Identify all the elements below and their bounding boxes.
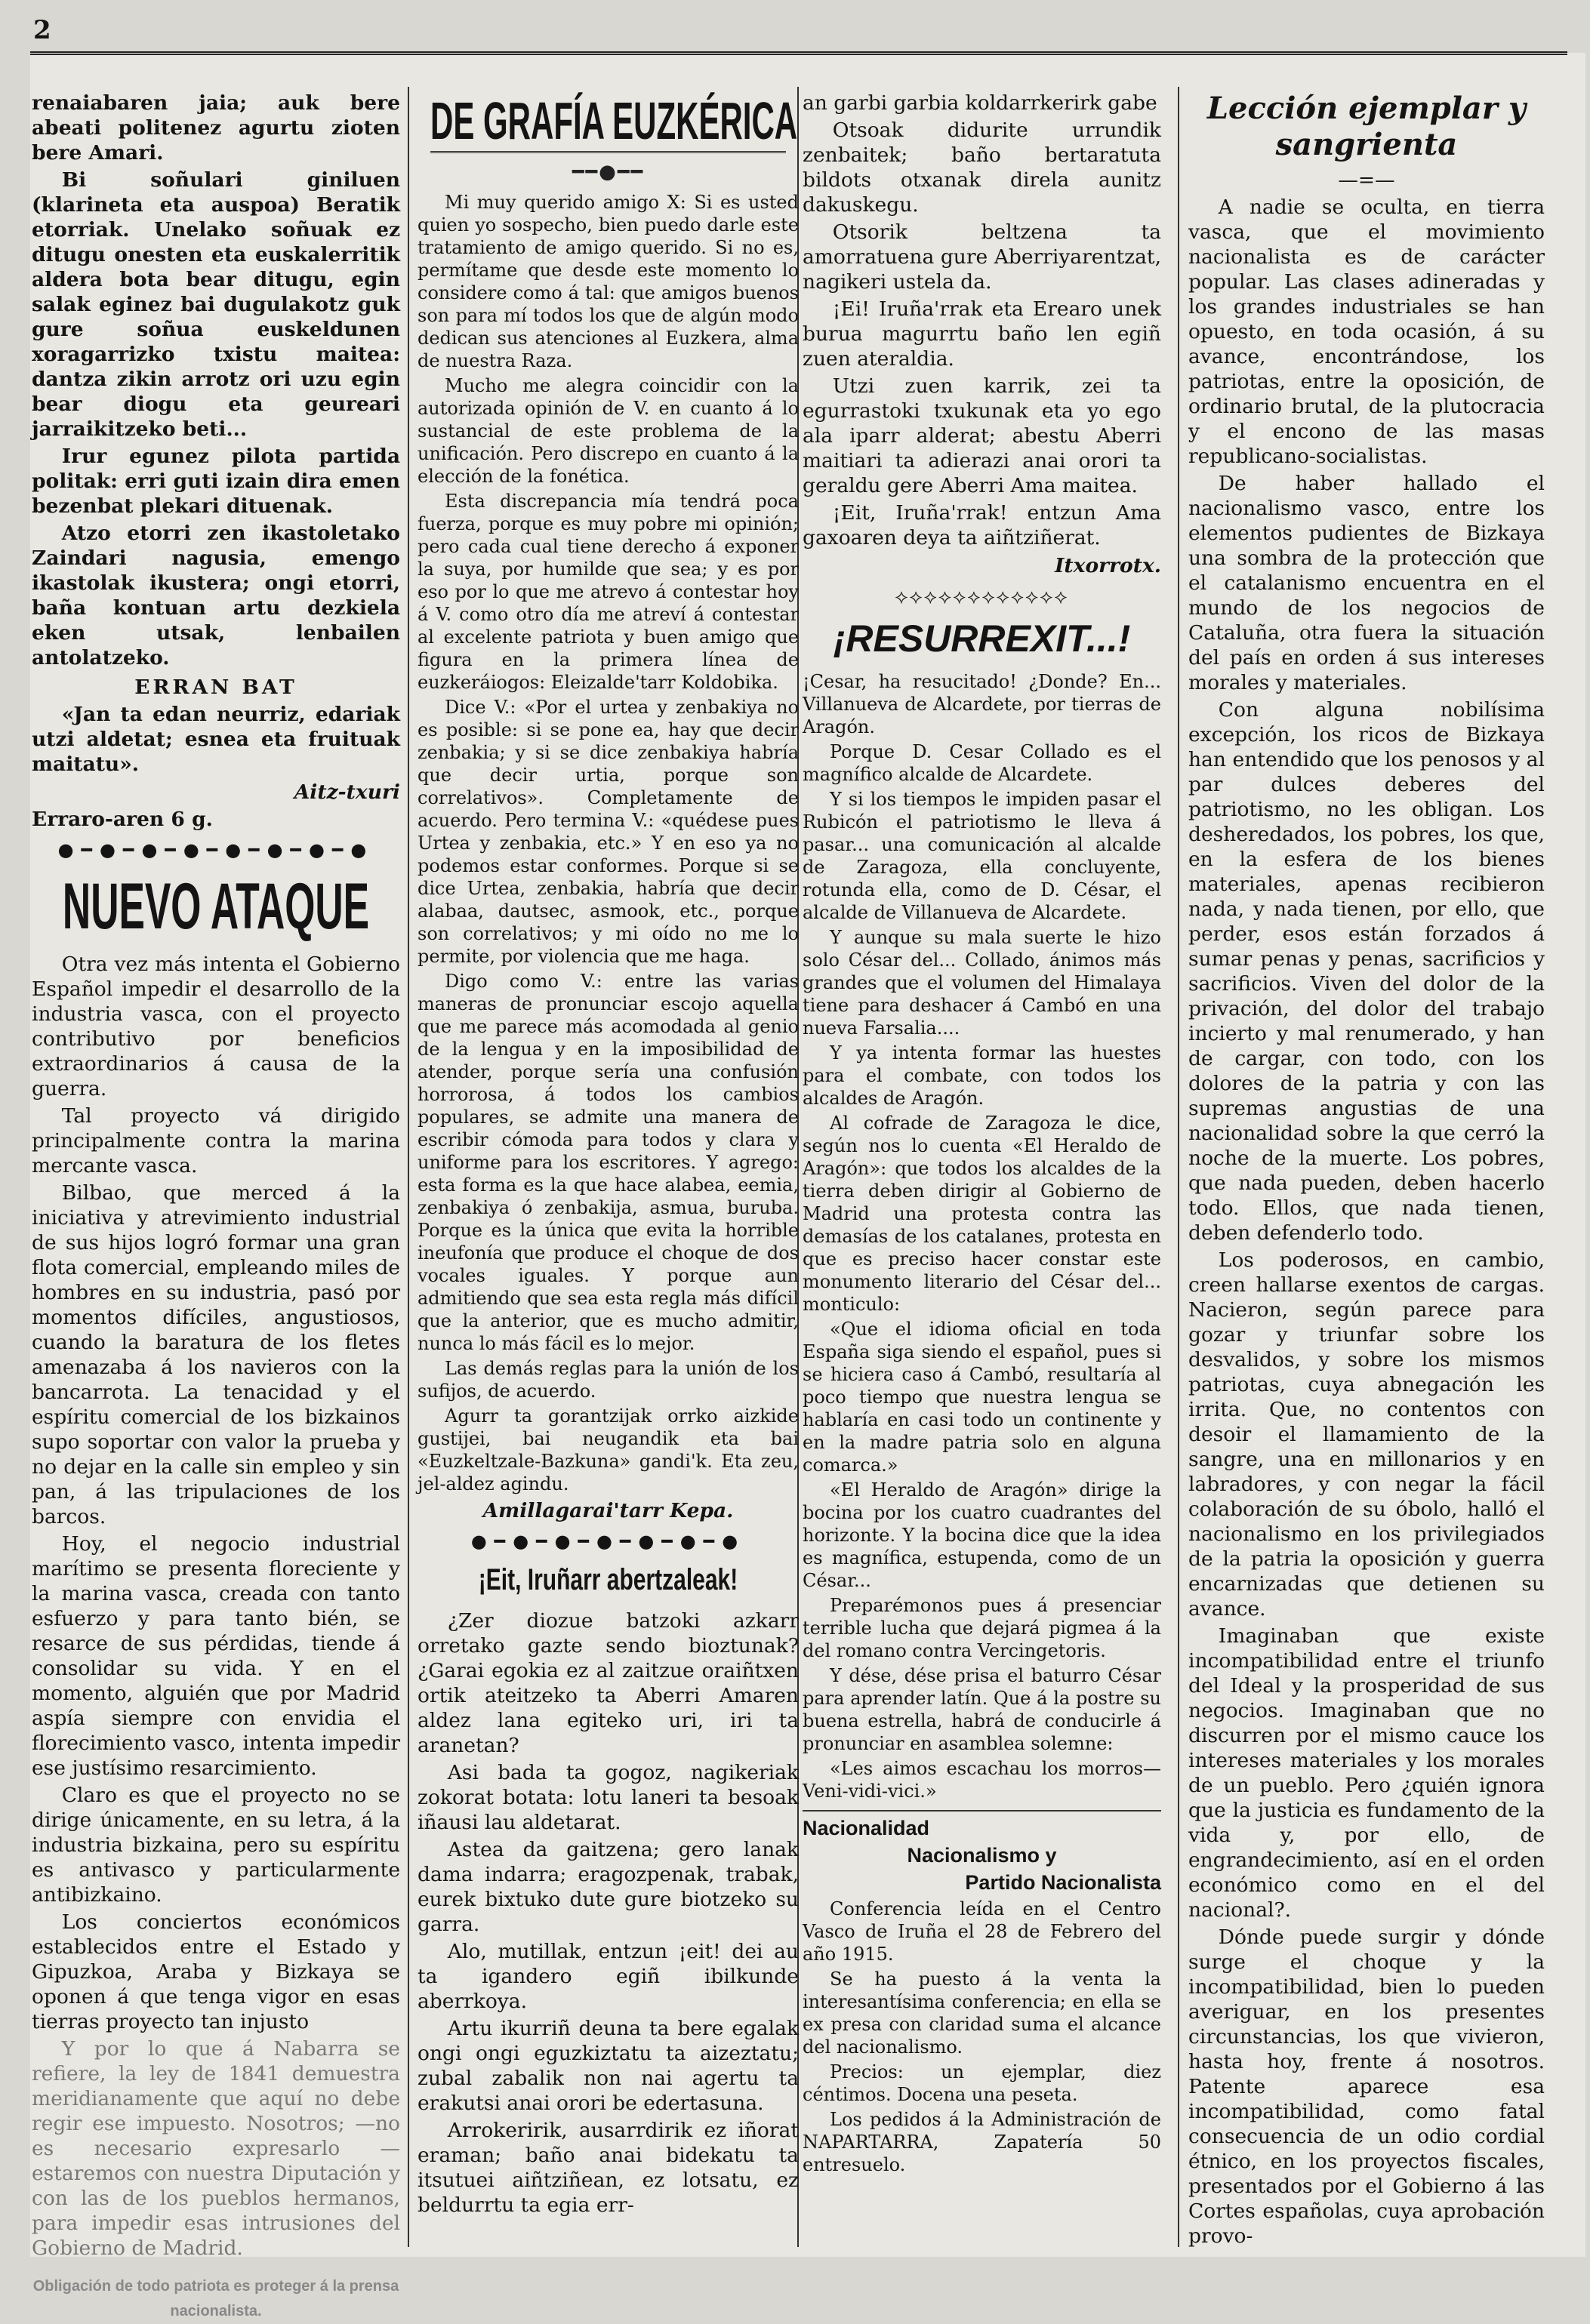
page-number: 2 bbox=[33, 15, 51, 45]
eit-para: Artu ikurriñ deuna ta bere egalak ongi ongi eguzkiztatu ta aizeztatu; zubal zabalik non nai agertu ta erakutsi anai orori be edertasuna. bbox=[418, 2017, 799, 2115]
resurrexit-para: Porque D. Cesar Collado es el magnífico alcalde de Alcardete. bbox=[803, 741, 1161, 785]
leccion-para: Dónde puede surgir y dónde surge el choque y la incompatibilidad, bien lo pueden averiguar, en los presentes circunstancias, los que vivieron, hasta hoy, frente á nosotros. Patente aparece esa incompatibilidad, como fatal consecuencia de un odio cordial étnico, en los proyectos fiscales, presentados por el Gobierno á las Cortes españolas, cuya aprobación provo- bbox=[1188, 1925, 1545, 2248]
ornament-divider: ⟡⟡⟡⟡⟡⟡⟡⟡⟡⟡⟡⟡ bbox=[895, 586, 1069, 608]
resurrexit-para: Y aunque su mala suerte le hizo solo César del... Collado, ánimos más grandes que el volumen del Himalaya tiene para deshacer á Cambó en una nueva Farsalia.... bbox=[803, 927, 1161, 1039]
eit-para: ¿Zer diozue batzoki azkarr orretako gazte sendo bioztunak? ¿Garai egokia ez al zaitzue oraiñtxen ortik ateitzeko ta Aberri Amaren aldez lana egiteko uri, iri ta aranetan? bbox=[418, 1609, 799, 1757]
eit-iruniarr-title: ¡Eit, Iruñarr abertzaleak! bbox=[478, 1563, 738, 1596]
resurrexit-para: «Que el idioma oficial en toda España siga siendo el español, pues si se hiciera caso á Cambó, resultaría al poco tiempo que nuestra lengua se hablaría en casi todo un continente y en la madre patria solo en alguna comarca.» bbox=[803, 1319, 1161, 1476]
column-3 bbox=[803, 91, 1161, 2262]
ad-title-1: Nacionalidad bbox=[803, 1817, 930, 1839]
col3-cont-para: an garbi garbia koldarrkerirk gabe bbox=[803, 91, 1157, 115]
grafia-euzkerica-title: DE GRAFÍA EUZKÉRICA bbox=[430, 91, 786, 153]
eit-para: Astea da gaitzena; gero lanak dama indarra; eragozpenak, trabak, eurek bixtuko dute gure biotzeko su garra. bbox=[418, 1838, 799, 1936]
col3-cont-para: Utzi zuen karrik, zei ta egurrastoki txukunak eta yo ego ala iparr alderat; abestu Aberri maitiari ta adierazi anai orori ta geraldu gere Aberri Ama maitea. bbox=[803, 374, 1161, 497]
ad-title-3: Partido Nacionalista bbox=[965, 1871, 1161, 1894]
col1-intro-para: Atzo etorri zen ikastoletako Zaindari nagusia, emengo ikastolak ikustera; ongi etorri, baña kontuan artu dezkiela eken utsak, lenbailen antolatzeko. bbox=[32, 522, 400, 669]
nuevo-ataque-para: Hoy, el negocio industrial marítimo se presenta floreciente y la marina vasca, creada con tanto esfuerzo y para tanto bién, se resarce de sus pérdidas, tiende á consolidar su vida. Y en el momento, alguién que por Madrid aspía siempre con envidia el florecimiento vasco, intenta impedir ese justísimo resarcimiento. bbox=[32, 1532, 400, 1780]
resurrexit-para: ¡Cesar, ha resucitado! ¿Donde? En... Villanueva de Alcardete, por tierras de Aragón. bbox=[803, 671, 1161, 737]
leccion-para: Los poderosos, en cambio, creen hallarse exentos de cargas. Nacieron, según parece para gozar y triunfar sobre los desvalidos, y sobre los mismos patriotas, cuya abnegación les irrita. Que, no contentos con desoir el llamamiento de la sangre, una en millonarios y en labradores, y con negar la fácil colaboración de su óbolo, halló el nacionalismo en los privilegiados de la patria la oposición y guerra encarnizadas que detienen su avance. bbox=[1188, 1248, 1545, 1621]
nuevo-ataque-para: Claro es que el proyecto no se dirige únicamente, en su letra, á la industria bizkaina, pero su espíritu es antivasco y particularmente antibizkaino. bbox=[32, 1784, 400, 1907]
ornament-divider: ●━●━●━●━●━●━● bbox=[470, 1531, 746, 1552]
nuevo-ataque-para: Bilbao, que merced á la iniciativa y atrevimiento industrial de sus hijos logró formar una gran flota comercial, empleando miles de hombres en su industria, pasó por momentos difíciles, angustiosos, cuando la baratura de los fletes amenazaba á los navieros con la bancarrota. La tenacidad y el espíritu comercial de los bizkainos supo soportar con valor la prueba y no dejar en la calle sin empleo y sin pan, á las tripulaciones de los barcos. bbox=[32, 1181, 400, 1528]
section-rule bbox=[803, 1810, 1161, 1811]
col3-cont-para: Otsoak didurite urrundik zenbaitek; baño bertaratuta bildots otxanak direla aunitz dakuskegu. bbox=[803, 119, 1161, 217]
leccion-para: De haber hallado el nacionalismo vasco, entre los elementos pudientes de Bizkaya una sombra de la protección que el catalanismo encuentra en el mundo de los negocios de Cataluña, otra fuera la situación del país en orden á sus intereses morales y materiales. bbox=[1188, 472, 1545, 694]
col3-cont-para: ¡Ei! Iruña'rrak eta Erearo unek burua magurrtu baño len egiñ zuen ateraldia. bbox=[803, 297, 1161, 371]
grafia-para: Las demás reglas para la unión de los sufijos, de acuerdo. bbox=[418, 1358, 799, 1402]
grafia-para: Mi muy querido amigo X: Si es usted quien yo sospecho, bien puedo darle este tratamiento de amigo querido. Si no es, permítame que desde este momento lo considere como á tal: que amigos buenos son para mí todos los que de algún modo dedican sus atenciones al Euzkera, alma de nuestra Raza. bbox=[418, 192, 799, 371]
ornament-divider: ━━●━━ bbox=[572, 161, 645, 183]
resurrexit-para: Y si los tiempos le impiden pasar el Rubicón el patriotismo le lleva á pasar... una comunicación al alcalde de Zaragoza, ella concluyente, rotunda ella, como de D. César, el alcalde de Villanueva de Alcardete. bbox=[803, 789, 1161, 923]
grafia-para: Dice V.: «Por el urtea y zenbakiya no es posible: si se pone ea, hay que decir zenbakia; y si se dice zenbakiya habría que decir urtia, porque son correlativos». Completamente de acuerdo. Pero termina V.: «quédese pues Urtea y zenbakia, etc.» Y en eso ya no podemos estar conformes. Porque si se dice Urtea, zenbakia, habría que decir alabaa, dautsec, asmook, etc., porque son correlativos; y mi oído no me lo permite, por violencia que me haga. bbox=[418, 697, 799, 967]
col1-intro-para: Irur egunez pilota partida politak: erri guti izain dira emen bezenbat plekari dituenak. bbox=[32, 445, 400, 518]
ad-para: Precios: un ejemplar, diez céntimos. Docena una peseta. bbox=[803, 2061, 1161, 2105]
ad-para: Conferencia leída en el Centro Vasco de Iruña el 28 de Febrero del año 1915. bbox=[803, 1898, 1161, 1965]
erran-bat-title: ERRAN BAT bbox=[134, 676, 297, 699]
erran-bat-signature: Aitz-txuri bbox=[294, 780, 400, 804]
column-rule bbox=[408, 87, 409, 2247]
resurrexit-para: Al cofrade de Zaragoza le dice, según nos lo cuenta «El Heraldo de Aragón»: que todos los alcaldes de la tierra deben dirigir al Gobierno de Madrid una protesta contra las demasías de los catalanes, protesta en que es preciso hacer constar este monumento literario del César del... monticulo: bbox=[803, 1113, 1161, 1315]
column-1 bbox=[32, 91, 400, 2319]
ad-para: Los pedidos á la Administración de NAPARTARRA, Zapatería 50 entresuelo. bbox=[803, 2109, 1161, 2175]
leccion-para: Con alguna nobilísima excepción, los ricos de Bizkaya han entendido que los penosos y al par dulces deberes del patriotismo, no les obligan. Los desheredados, los pobres, los que, en la esfera de los bienes materiales, apenas recibieron nada, y nada tienen, por ello, que perder, esos están forzados á sumar penas y penas, sacrificios y sacrificios. Viven del dolor de la privación, del dolor del trabajo incierto y mal renumerado, y han de cargar, con todo, con los dolores de la patria y con las supremas angustias de una nacionalidad sobre la que cerró la noche de la muerte. Los pobres, que nada pueden, deben hacerlo todo. Ellos, que nada tienen, deben defenderlo todo. bbox=[1188, 698, 1545, 1245]
title-divider: —=— bbox=[1338, 168, 1395, 192]
column-rule bbox=[1178, 87, 1179, 2247]
nuevo-ataque-para: Los conciertos económicos establecidos entre el Estado y Gipuzkoa, Araba y Bizkaya se oponen á que tenga vigor en esas tierras proyecto tan injusto bbox=[32, 1910, 400, 2033]
grafia-para: Esta discrepancia mía tendrá poca fuerza, porque es muy pobre mi opinión; pero cada cual tiene derecho á exponer la suya, por humilde que sea; y es por eso por lo que me atrevo á contestar hoy á V. como otro día me atreví á contestar al excelente patriota y buen amigo que figura en la primera línea de euzkeráiogos: Eleizalde'tarr Koldobika. bbox=[418, 491, 799, 693]
nuevo-ataque-para: Y por lo que á Nabarra se refiere, la ley de 1841 demuestra meridianamente que aquí no debe regir ese impuesto. Nosotros; —no es necesario expresarlo —estaremos con nuestra Diputación y con las de los pueblos hermanos, para impedir esas intrusiones del Gobierno de Madrid. bbox=[32, 2037, 400, 2260]
resurrexit-para: Y ya intenta formar las huestes para el combate, con todos los alcaldes de Aragón. bbox=[803, 1042, 1161, 1109]
resurrexit-para: «El Heraldo de Aragón» dirige la bocina por los cuatro cuadrantes del horizonte. Y la bocina dice que la idea es magnífica, estupenda, como de un César... bbox=[803, 1479, 1161, 1591]
nuevo-ataque-para: Tal proyecto vá dirigido principalmente contra la marina mercante vasca. bbox=[32, 1104, 400, 1177]
resurrexit-para: Y dése, dése prisa el baturro César para aprender latín. Que á la postre su buena estrella, habrá de conducirle á pronunciar en asamblea solemne: bbox=[803, 1665, 1161, 1754]
col1-footer-note: Obligación de todo patriota es proteger á la prensa nacionalista. bbox=[32, 2278, 399, 2319]
col1-intro-para: Bi soñulari giniluen (klarineta eta auspoa) Beratik etorriak. Unelako soñuak ez ditugu onesten eta euskalerritik aldera bota bear ditugu, egin salak eginez bai dugulakotz guk gure soñua euskeldunen xoragarrizko txistu maitea: dantza zikin arrotz ori uzu egin bear diogu eta geureari jarraikitzeko beti... bbox=[32, 168, 400, 441]
eit-para: Arrokeririk, ausarrdirik ez iñorat eraman; baño anai bidekatu ta itsutuei aiñtziñean, ez lotsatu, ez beldurrtu ta egia err- bbox=[418, 2119, 799, 2217]
nuevo-ataque-title: NUEVO ATAQUE bbox=[62, 870, 370, 943]
grafia-para: Mucho me alegra coincidir con la autorizada opinión de V. en cuanto á lo sustancial de este problema de la unificación. Pero discrepo en cuanto á la elección de la fonética. bbox=[418, 375, 799, 487]
col3-cont-para: ¡Eit, Iruña'rrak! entzun Ama gaxoaren deya ta aiñtziñerat. bbox=[803, 501, 1161, 549]
nuevo-ataque-para: Otra vez más intenta el Gobierno Español impedir el desarrollo de la industria vasca, con el proyecto contributivo por beneficios extraordinarios á causa de la guerra. bbox=[32, 953, 400, 1100]
eit-para: Asi bada ta gogoz, nagikeriak zokorat botata: lotu laneri ta besoak iñausi lau aldetarat. bbox=[418, 1761, 799, 1834]
erran-bat-text: «Jan ta edan neurriz, edariak utzi aldetat; esnea eta fruituak maitatu». bbox=[32, 703, 400, 776]
resurrexit-para: «Les aimos escachau los morros— Veni-vidi-vici.» bbox=[803, 1758, 1161, 1802]
leccion-para: Imaginaban que existe incompatibilidad entre el triunfo del Ideal y la prosperidad de sus negocios. Imaginaban que no discurren por el mismo cauce los intereses materiales y los morales de un pueblo. Pero ¿quién ignora que la justicia es fundamento de la vida y, por ello, de engrandecimiento, así en el orden económico como en el del nacional?. bbox=[1188, 1624, 1545, 1922]
erran-bat-date: Erraro-aren 6 g. bbox=[32, 808, 213, 831]
top-rule bbox=[30, 51, 1567, 55]
leccion-ejemplar-title: Lección ejemplar y sangrienta bbox=[1206, 91, 1527, 162]
col1-intro-para: renaiabaren jaia; auk bere abeati politenez agurtu zioten bere Amari. bbox=[32, 91, 400, 165]
eit-para: Alo, mutillak, entzun ¡eit! dei au ta igandero egiñ ibilkunde aberrkoya. bbox=[418, 1940, 799, 2013]
grafia-signature: Amillagarai'tarr Kepa. bbox=[482, 1499, 734, 1522]
grafia-para: Digo como V.: entre las varias maneras de pronunciar escojo aquella que me parece más acomodada al genio de la lengua y en la imposibilidad de atender, porque sería una confusión horrorosa, á todos los cambios populares, se admite una manera de escribir cómoda para todos y clara y uniforme para los escritores. Y agrego: esta forma es la que hace alabea, eemia, zenbakiya ó zenbakija, asmua, buruba. Porque es la única que evita la horrible ineufonía que produce el choque de dos vocales iguales. Y porque aun admitiendo que sea esta regla más difícil que la anterior, que es mucho admitir, nunca lo más fácil es lo mejor. bbox=[418, 971, 799, 1354]
col1-intro bbox=[32, 91, 400, 670]
column-4 bbox=[1188, 91, 1545, 2262]
ornament-divider: ●━●━●━●━●━●━●━● bbox=[57, 839, 374, 860]
col3-cont-para: Otsorik beltzena ta amorratuena gure Aberriyarentzat, nagikeri ustela da. bbox=[803, 220, 1161, 294]
ad-para: Se ha puesto á la venta la interesantísima conferencia; en ella se ex presa con claridad suma el alcance del nacionalismo. bbox=[803, 1968, 1161, 2058]
itxorrotx-signature: Itxorrotx. bbox=[1055, 554, 1161, 577]
resurrexit-para: Preparémonos pues á presenciar terrible lucha que dejará pigmea á la del romano contra Vercingetoris. bbox=[803, 1595, 1161, 1661]
resurrexit-title: ¡RESURREXIT...! bbox=[833, 617, 1131, 660]
column-2 bbox=[418, 91, 799, 2262]
leccion-para: A nadie se oculta, en tierra vasca, que el movimiento nacionalista es de carácter popular. Las clases adineradas y los grandes industriales se han opuesto, en toda ocasión, á su avance, encontrándose, los patriotas, entre la oposición, de ordinario brutal, de la plutocracia y el encono de las masas republicano-socialistas. bbox=[1188, 195, 1545, 468]
ad-title-2: Nacionalismo y bbox=[907, 1844, 1057, 1867]
grafia-para: Agurr ta gorantzijak orrko aizkide gustijei, bai neugandik eta bai «Euzkeltzale-Bazkuna» gandi'k. Eta zeu, jel-aldez agindu. bbox=[418, 1405, 799, 1494]
